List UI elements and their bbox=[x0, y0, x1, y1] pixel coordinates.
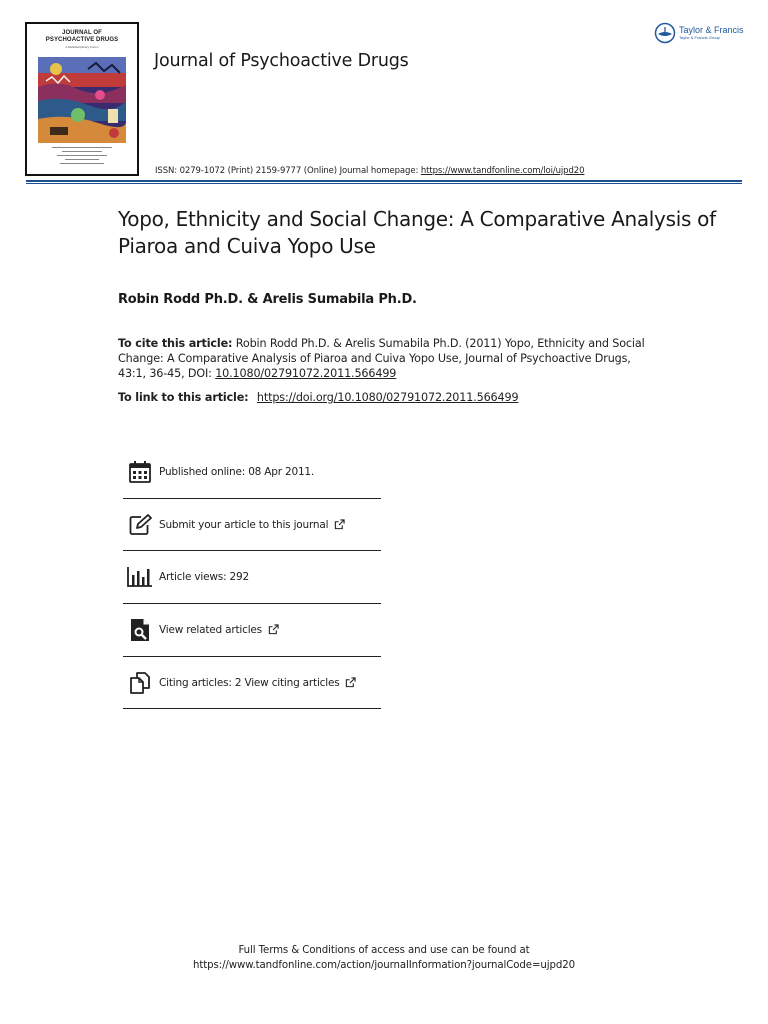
view-related-link[interactable] bbox=[159, 624, 279, 636]
cover-footer-lines bbox=[27, 147, 137, 167]
article-views: Article views: 292 bbox=[159, 571, 249, 584]
search-document-icon bbox=[127, 617, 153, 643]
cover-subtitle: A Multidisciplinary Forum bbox=[65, 45, 99, 49]
cite-doi-link[interactable]: 10.1080/02791072.2011.566499 bbox=[215, 366, 397, 380]
article-doi-link[interactable]: https://doi.org/10.1080/02791072.2011.566499 bbox=[256, 391, 519, 404]
publisher-logo bbox=[654, 22, 744, 44]
issn-text: ISSN: 0279-1072 (Print) 2159-9777 (Online) Journal homepage: bbox=[155, 166, 419, 176]
journal-cover-thumbnail bbox=[25, 22, 139, 176]
journal-homepage-link[interactable]: https://www.tandfonline.com/loi/ujpd20 bbox=[420, 166, 585, 176]
external-link-icon bbox=[334, 519, 345, 530]
header-rule bbox=[26, 180, 742, 182]
article-authors: Robin Rodd Ph.D. & Arelis Sumabila Ph.D. bbox=[118, 292, 417, 307]
issn-line bbox=[155, 166, 584, 176]
terms-line: Full Terms & Conditions of access and use can be found at bbox=[238, 945, 530, 956]
external-link-icon bbox=[345, 677, 356, 688]
published-date: Published online: 08 Apr 2011. bbox=[159, 465, 315, 478]
cite-label: To cite this article: bbox=[118, 337, 233, 350]
link-label: To link to this article: bbox=[118, 391, 249, 404]
terms-url[interactable]: https://www.tandfonline.com/action/journalInformation?journalCode=ujpd20 bbox=[193, 960, 575, 971]
cover-title bbox=[27, 30, 137, 43]
cover-title-line-1: JOURNAL OF bbox=[62, 30, 102, 36]
cover-title-line-2: PSYCHOACTIVE DRUGS bbox=[45, 36, 119, 43]
publisher-name: Taylor & Francis bbox=[679, 25, 744, 35]
submit-article-link[interactable] bbox=[159, 519, 345, 531]
citing-articles-label: Citing articles: 2 View citing articles bbox=[159, 676, 340, 689]
article-link-row bbox=[118, 391, 518, 404]
taylor-francis-logo-icon bbox=[654, 22, 676, 44]
external-link-icon bbox=[268, 624, 279, 635]
info-item-submit[interactable] bbox=[123, 499, 381, 552]
info-item-published bbox=[123, 446, 381, 499]
edit-icon bbox=[127, 512, 153, 538]
header-rule-thin bbox=[26, 183, 742, 184]
publisher-group: Taylor & Francis Group bbox=[679, 35, 720, 40]
calendar-icon bbox=[127, 459, 153, 485]
citing-articles-link[interactable] bbox=[159, 677, 356, 689]
article-title: Yopo, Ethnicity and Social Change: A Comparative Analysis of Piaroa and Cuiva Yopo Use bbox=[118, 207, 716, 258]
article-info-list bbox=[123, 446, 381, 709]
citation-block bbox=[118, 337, 658, 381]
submit-article-label: Submit your article to this journal bbox=[159, 518, 329, 531]
terms-footer bbox=[0, 943, 768, 973]
info-item-related[interactable] bbox=[123, 604, 381, 657]
info-item-citing[interactable] bbox=[123, 657, 381, 710]
cover-artwork bbox=[38, 57, 126, 143]
journal-name: Journal of Psychoactive Drugs bbox=[154, 51, 409, 71]
view-related-label: View related articles bbox=[159, 623, 262, 636]
citing-icon bbox=[127, 670, 153, 696]
info-item-views bbox=[123, 551, 381, 604]
bar-chart-icon bbox=[127, 564, 153, 590]
cite-text: Robin Rodd Ph.D. & Arelis Sumabila Ph.D. (2011) Yopo, Ethnicity and Social Change: A Comparative Analysis of Piaroa and Cuiva Yopo Use, Journal of Psychoactive Drugs, 43:1, 36-45, DOI: bbox=[118, 337, 645, 380]
